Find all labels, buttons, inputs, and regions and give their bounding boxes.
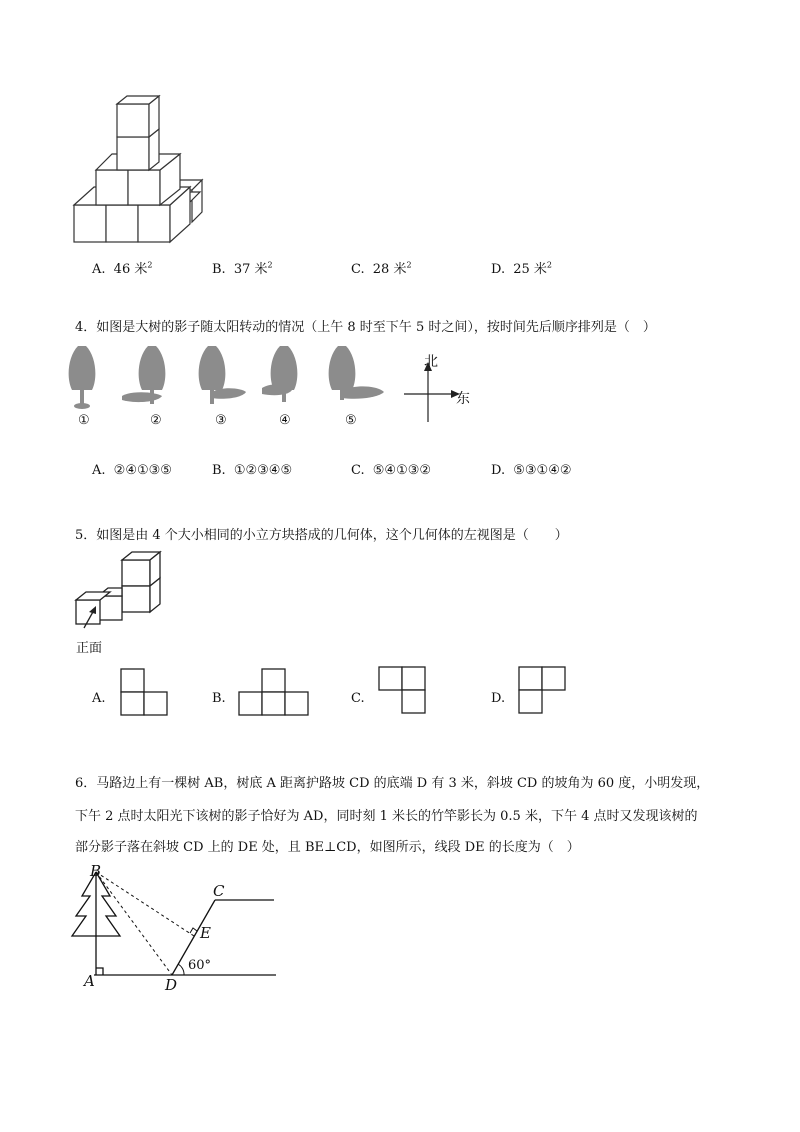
q5-cube-figure bbox=[70, 550, 170, 640]
q6-line-2: 下午 2 点时太阳光下该树的影子恰好为 AD，同时刻 1 米长的竹竿影长为 0.5 米，下午 4 点时又发现该树的 bbox=[75, 809, 698, 824]
q5-option-d[interactable] bbox=[491, 691, 505, 706]
angle-label: 60° bbox=[188, 958, 212, 973]
q4-tree-figures bbox=[66, 338, 486, 433]
left-view-c bbox=[378, 666, 428, 718]
point-b-label: B bbox=[90, 862, 102, 880]
tree-label-5: ⑤ bbox=[345, 413, 357, 428]
q4-option-d[interactable] bbox=[491, 463, 572, 478]
q4-option-b[interactable] bbox=[212, 463, 292, 478]
q5-option-a[interactable] bbox=[92, 691, 106, 706]
point-e-label: E bbox=[200, 924, 211, 942]
compass-north-label: 北 bbox=[424, 354, 438, 370]
q4-stem: 4．如图是大树的影子随太阳转动的情况（上午 8 时至下午 5 时之间），按时间先后顺序排列是（ ） bbox=[75, 320, 656, 335]
q5-cube-drawing bbox=[70, 550, 170, 640]
option-value: ⑤④①③② bbox=[372, 463, 432, 478]
q5-front-label: 正面 bbox=[76, 641, 103, 656]
option-value: 37 米 bbox=[233, 262, 268, 277]
option-letter: B. bbox=[212, 691, 226, 706]
q3-option-d[interactable] bbox=[491, 258, 552, 277]
tree-label-4: ④ bbox=[279, 413, 291, 428]
tree-label-2: ② bbox=[150, 413, 162, 428]
q3-option-b[interactable] bbox=[212, 258, 273, 277]
cube-stack-drawing bbox=[70, 92, 210, 247]
q5-option-a-view bbox=[120, 668, 170, 722]
option-sup: 2 bbox=[406, 260, 412, 270]
q5-option-c[interactable] bbox=[351, 691, 365, 706]
q3-cube-figure bbox=[70, 92, 210, 247]
option-letter: C. bbox=[351, 262, 365, 277]
tree-label-3: ③ bbox=[215, 413, 227, 428]
option-letter: A. bbox=[92, 691, 106, 706]
option-value: ②④①③⑤ bbox=[113, 463, 172, 478]
point-a-label: A bbox=[84, 972, 95, 990]
option-letter: D. bbox=[491, 262, 506, 277]
q5-option-b[interactable] bbox=[212, 691, 226, 706]
option-letter: D. bbox=[491, 463, 506, 478]
option-sup: 2 bbox=[267, 260, 273, 270]
option-value: 46 米 bbox=[113, 262, 148, 277]
left-view-b bbox=[238, 668, 312, 718]
tree-shadow-drawing bbox=[66, 338, 486, 433]
option-letter: C. bbox=[351, 691, 365, 706]
q5-option-d-view bbox=[518, 666, 568, 722]
option-value: 25 米 bbox=[513, 262, 547, 277]
option-value: ①②③④⑤ bbox=[233, 463, 293, 478]
tree-label-1: ① bbox=[78, 413, 90, 428]
option-letter: B. bbox=[212, 463, 226, 478]
left-view-d bbox=[518, 666, 568, 718]
point-d-label: D bbox=[165, 976, 178, 994]
point-c-label: C bbox=[213, 882, 225, 900]
q5-stem: 5．如图是由 4 个大小相同的小立方块搭成的几何体，这个几何体的左视图是（ ） bbox=[75, 528, 568, 543]
option-letter: B. bbox=[212, 262, 226, 277]
option-letter: D. bbox=[491, 691, 506, 706]
q5-option-c-view bbox=[378, 666, 428, 722]
q6-line-3: 部分影子落在斜坡 CD 上的 DE 处，且 BE⊥CD，如图所示，线段 DE 的长度为（ ） bbox=[75, 840, 580, 855]
left-view-a bbox=[120, 668, 170, 718]
q5-option-b-view bbox=[238, 668, 312, 722]
option-sup: 2 bbox=[147, 260, 153, 270]
q4-option-c[interactable] bbox=[351, 463, 431, 478]
option-value: ⑤③①④② bbox=[513, 463, 572, 478]
option-letter: A. bbox=[92, 262, 106, 277]
option-letter: C. bbox=[351, 463, 365, 478]
q3-option-a[interactable] bbox=[92, 258, 152, 277]
q6-line-1: 6．马路边上有一棵树 AB，树底 A 距离护路坡 CD 的底端 D 有 3 米，斜坡 CD 的坡角为 60 度，小明发现， bbox=[75, 776, 710, 791]
option-sup: 2 bbox=[546, 260, 553, 270]
q3-option-c[interactable] bbox=[351, 258, 412, 277]
option-letter: A. bbox=[92, 463, 106, 478]
compass-east-label: 东 bbox=[456, 391, 470, 407]
option-value: 28 米 bbox=[372, 262, 407, 277]
q4-option-a[interactable] bbox=[92, 463, 172, 478]
